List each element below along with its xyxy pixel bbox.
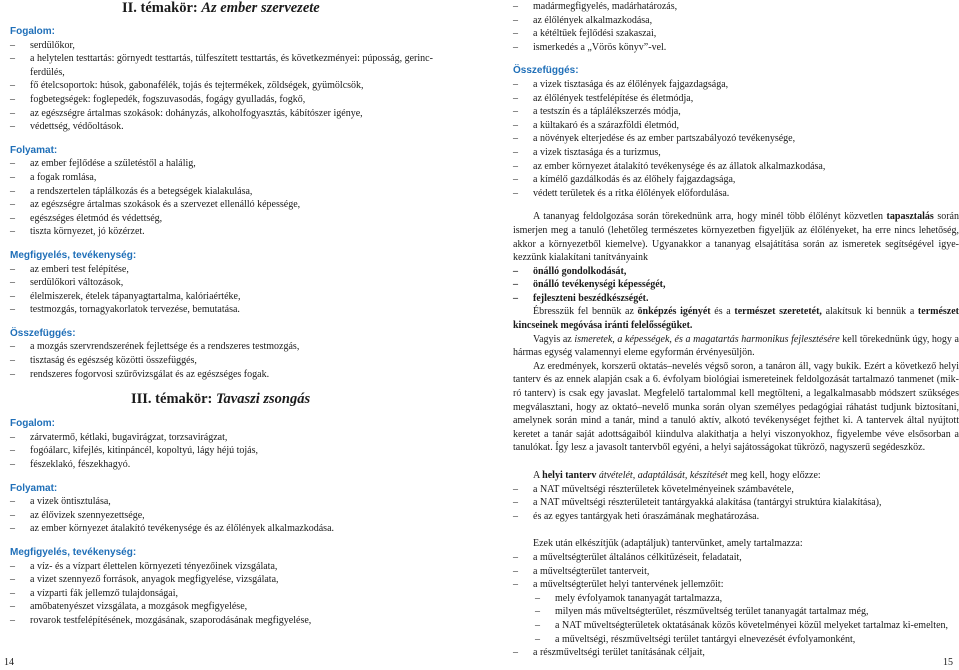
- list-item: – az ember környezet átalakító tevékenysége és az élőlények alkalmazkodása.: [10, 522, 446, 536]
- list-item: – a vizek tisztasága és a turizmus,: [513, 146, 959, 160]
- continued-list: [513, 0, 959, 54]
- sub-list: [513, 592, 959, 646]
- bold-dash-list: [513, 265, 959, 306]
- right-column: [513, 0, 959, 660]
- list-item: – és az egyes tantárgyak heti óraszámának meghatározása.: [513, 510, 959, 524]
- chapter-number: III. témakör:: [131, 391, 213, 408]
- list-item: – fogóálarc, kifejlés, kitinpáncél, kopoltyú, lágy héjú tojás,: [10, 444, 446, 458]
- section-heading: Fogalom:: [10, 418, 55, 430]
- list-item: – a rendszertelen táplálkozás és a betegségek kialakulása,: [10, 185, 446, 199]
- list-item: – fejleszteni beszédkészségét.: [513, 292, 959, 306]
- chapter-name: Az ember szervezete: [201, 0, 320, 16]
- paragraph: Vagyis az ismeretek, a képességek, és a magatartás harmonikus fejlesztésére kell törekednünk úgy, hogy a hármas egység valamennyi eleme egyformán érvényesüljön.: [513, 333, 959, 359]
- list-item: – a vizet szennyező források, anyagok megfigyelése, vizsgálata,: [10, 573, 446, 587]
- dash-list: [10, 157, 446, 239]
- list-item: – a helytelen testtartás: görnyedt testtartás, túlfeszített testtartás, és következményei: púposság, gerinc-ferdülés,: [10, 52, 446, 79]
- section-concepts: [10, 25, 446, 134]
- dash-list: [10, 560, 446, 628]
- section-correlation: [513, 64, 959, 200]
- list-item: – fészeklakó, fészekhagyó.: [10, 458, 446, 472]
- list-item: – védettség, védőoltások.: [10, 120, 446, 134]
- list-item: – a kültakaró és a szárazföldi életmód,: [513, 119, 959, 133]
- list-item: – önálló tevékenységi képességét,: [513, 278, 959, 292]
- left-column: [10, 0, 446, 638]
- list-item: – az egészségre ártalmas szokások: dohányzás, alkoholfogyasztás, kábítószer igénye,: [10, 107, 446, 121]
- paragraph: A helyi tanterv átvételét, adaptálását, készítését meg kell, hogy előzze:: [533, 470, 821, 481]
- list-item: – a részműveltségi terület tanításának céljait,: [513, 646, 959, 660]
- page-number: 14: [4, 657, 14, 668]
- chapter-name: Tavaszi zsongás: [215, 391, 311, 408]
- paragraph: Az eredmények, korszerű oktatás–nevelés végső soron, a tanáron áll, vagy bukik. Ezért a következő helyi tanterv és az ennek alapján csak a 6. évfolyam biológiai ismereteinek feldolgozását tartalmazó tanmenet (mik-ró tanterv) is csak egy javaslat. Megfelelő tartalommal kell megtölteni, a legalkalmasabb módszert szükséges megválasztani, hogy az oktató–nevelő munka során olyan személyes pedagógiai ráhatást tudjunk biztosítani, amelynek során mind a tanár, mind a tanuló aktív, alkotó tevékenységet fejthet ki. A tantervek által nyújtott keretet a tanár saját adottságaiból kiindulva alakíthatja a helyi viszonyokhoz, figyelembe véve elsősorban a tanulókat. Így lesz a javasolt tantervből egyéni, a helyi sajátosságokat tükröző, nagyszerű segédeszköz.: [513, 360, 959, 454]
- list-item: – a fogak romlása,: [10, 171, 446, 185]
- sub-list-item: – a műveltségi, részműveltségi terület tantárgyi elnevezését évfolyamonként,: [513, 633, 959, 647]
- list-item: – tisztaság és egészség közötti összefüggés,: [10, 354, 446, 368]
- section-process: [10, 144, 446, 239]
- list-item: – az élőlények testfelépítése és életmódja,: [513, 92, 959, 106]
- section-concepts: [10, 417, 446, 471]
- list-item: – az egészségre ártalmas szokások és a szervezet ellenálló képessége,: [10, 198, 446, 212]
- list-item: – a műveltségterület helyi tantervének jellemzőit: – mely évfolyamok tananyagát tartalmazza, – milyen más műveltségterület, részműveltség terület tananyagát tartalmaz még, – a NAT műveltségterületek oktatásának közös követelményei közül melyeket tartalmaz ki-emelten, – a műveltségi, részműveltségi terület tantárgyi elnevezését évfolyamonként,: [513, 578, 959, 646]
- section-observation: [10, 546, 446, 628]
- paragraph: Ébresszük fel bennük az önképzés igényét és a természet szeretetét, alakítsuk ki bennük a természet kincseinek megóvása iránti felelősségüket.: [513, 306, 959, 332]
- list-item: – a NAT műveltségi részterületek követelményeinek számbavétele,: [513, 483, 959, 497]
- list-item: – zárvatermő, kétlaki, bugavirágzat, torzsavirágzat,: [10, 431, 446, 445]
- list-item: – a NAT műveltségi részterületeit tantárgyakká alakítása (tantárgyi struktúra kialakítása),: [513, 496, 959, 510]
- list-item: – egészséges életmód és védettség,: [10, 212, 446, 226]
- section-heading: Megfigyelés, tevékenység:: [10, 547, 137, 558]
- paragraph: Ezek után elkészítjük (adaptáljuk) tantervünket, amely tartalmazza:: [533, 538, 803, 550]
- list-item: – a vizek tisztasága és az élőlények fajgazdagsága,: [513, 78, 959, 92]
- list-item: – fogbetegségek: foglepedék, fogszuvasodás, fogágy gyulladás, fogkő,: [10, 93, 446, 107]
- sub-list-item: – milyen más műveltségterület, részműveltség terület tananyagát tartalmaz még,: [513, 605, 959, 619]
- dash-list: [513, 551, 959, 660]
- list-item: – a testszín és a táplálékszerzés módja,: [513, 105, 959, 119]
- section-heading: Folyamat:: [10, 482, 58, 494]
- dash-list: [10, 340, 446, 381]
- list-item: – a műveltségterület általános célkitűzéseit, feladatait,: [513, 551, 959, 565]
- list-item: – rendszeres fogorvosi szűrővizsgálat és az egészséges fogak.: [10, 368, 446, 382]
- list-item: – a vízparti fák jellemző tulajdonságai,: [10, 587, 446, 601]
- list-item: – a mozgás szervrendszerének fejlettsége és a rendszeres testmozgás,: [10, 340, 446, 354]
- list-item: – élelmiszerek, ételek tápanyagtartalma, kalóriaértéke,: [10, 290, 446, 304]
- dash-list: [513, 78, 959, 200]
- paragraph: A tananyag feldolgozása során törekednünk arra, hogy minél több élőlényt közvetlen tapasztalás során ismerjen meg a tanuló (lehetőleg természetes környezetben figyeljük az élőlényeket, ha erre nincs lehetőség, akkor a környezetből kiemelve). Ugyanakkor a tananyag elsajátítása során az ismeretek segítségével igye-kezzünk kialakítani tanítványaink: [513, 211, 959, 264]
- list-item: – a vizek öntisztulása,: [10, 495, 446, 509]
- dash-list: [513, 0, 959, 54]
- list-item: – madármegfigyelés, madárhatározás,: [513, 0, 959, 14]
- list-item: – rovarok testfelépítésének, mozgásának, szaporodásának megfigyelése,: [10, 614, 446, 628]
- section-correlation: [10, 327, 446, 381]
- list-item: – a kétéltűek fejlődési szakaszai,: [513, 27, 959, 41]
- list-item: – az ember fejlődése a születéstől a halálig,: [10, 157, 446, 171]
- list-item: – a víz- és a vízpart élettelen környezeti tényezőinek vizsgálata,: [10, 560, 446, 574]
- list-item: – tiszta környezet, jó közérzet.: [10, 225, 446, 239]
- section-heading: Folyamat:: [10, 144, 58, 156]
- chapter-number: II. témakör:: [122, 0, 198, 16]
- dash-list: [10, 495, 446, 536]
- dash-list: [10, 263, 446, 317]
- list-item: – az ember környezet átalakító tevékenysége és az állatok alkalmazkodása,: [513, 160, 959, 174]
- dash-list: [10, 431, 446, 472]
- section-process: [10, 482, 446, 536]
- list-item: – a növények elterjedése és az ember partszabályozó tevékenysége,: [513, 132, 959, 146]
- list-item: – az élővizek szennyezettsége,: [10, 509, 446, 523]
- list-item: – fő ételcsoportok: húsok, gabonafélék, tojás és tejtermékek, zöldségek, gyümölcsök,: [10, 79, 446, 93]
- page-number: 15: [943, 657, 953, 668]
- list-item: – a műveltségterület tanterveit,: [513, 565, 959, 579]
- list-item: – ismerkedés a „Vörös könyv”-vel.: [513, 41, 959, 55]
- dash-list: [10, 39, 446, 134]
- list-item: – az élőlények alkalmazkodása,: [513, 14, 959, 28]
- list-item: – amőbatenyészet vizsgálata, a mozgások megfigyelése,: [10, 600, 446, 614]
- list-item: – védett területek és a ritka élőlények előfordulása.: [513, 187, 959, 201]
- dash-list: [513, 483, 959, 524]
- section-heading: Összefüggés:: [10, 327, 76, 339]
- section-heading: Megfigyelés, tevékenység:: [10, 249, 137, 261]
- chapter-title: [10, 391, 446, 407]
- sub-list-item: – mely évfolyamok tananyagát tartalmazza,: [513, 592, 959, 606]
- list-item: – serdülőkori változások,: [10, 276, 446, 290]
- section-observation: [10, 249, 446, 317]
- sub-list-item: – a NAT műveltségterületek oktatásának közös követelményei közül melyeket tartalmaz ki-emelten,: [513, 619, 959, 633]
- chapter-title: [10, 0, 446, 16]
- list-item: – testmozgás, tornagyakorlatok tervezése, bemutatása.: [10, 303, 446, 317]
- list-item: – önálló gondolkodását,: [513, 265, 959, 279]
- list-item: – serdülőkor,: [10, 39, 446, 53]
- section-heading: Összefüggés:: [513, 65, 579, 77]
- section-heading: Fogalom:: [10, 26, 55, 37]
- list-item: – az emberi test felépítése,: [10, 263, 446, 277]
- list-item: – a kímélő gazdálkodás és az élőhely fajgazdagsága,: [513, 173, 959, 187]
